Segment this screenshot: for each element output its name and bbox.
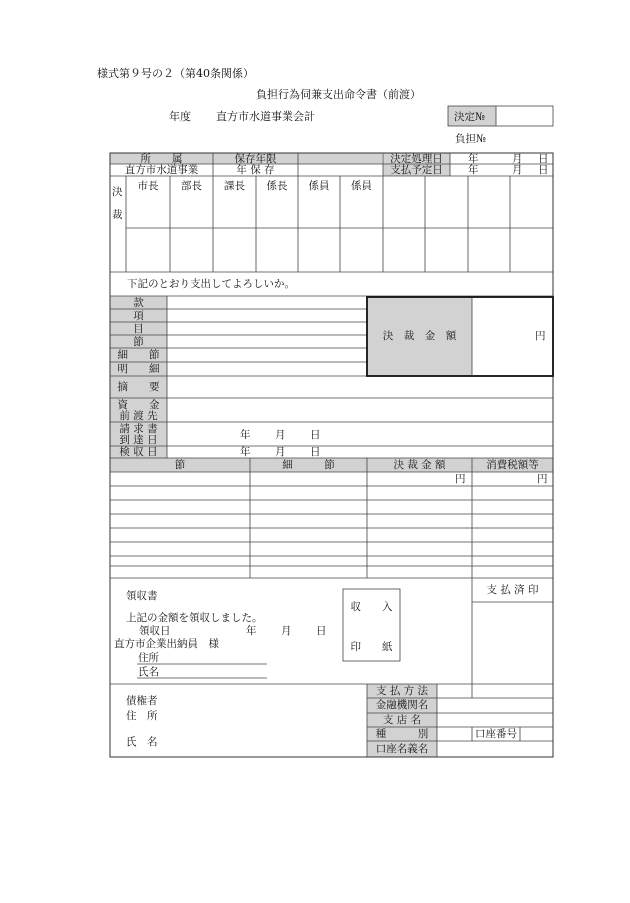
approval-role-mayor: 市長 bbox=[137, 180, 159, 192]
decision-amount-yen: 円 bbox=[535, 330, 546, 342]
receipt-day: 日 bbox=[316, 625, 327, 637]
receipt-address-label: 住所 bbox=[138, 652, 159, 664]
account-name: 直方市水道事業会計 bbox=[216, 110, 315, 123]
form-number: 様式第９号の２（第40条関係） bbox=[97, 67, 254, 80]
payment-date-month: 月 bbox=[512, 164, 523, 176]
invoice-label-2: 到 達 日 bbox=[119, 434, 158, 446]
request-text: 下記のとおり支出してよろしいか。 bbox=[127, 278, 295, 290]
inspection-day: 日 bbox=[310, 446, 321, 458]
approval-role-director: 部長 bbox=[181, 180, 202, 192]
decision-date-month: 月 bbox=[512, 153, 523, 165]
revenue-stamp-label-2: 印 紙 bbox=[350, 641, 393, 653]
fiscal-year-label: 年度 bbox=[169, 110, 191, 123]
breakdown-header-saisetsu: 細 節 bbox=[282, 459, 335, 471]
summary-label: 摘 要 bbox=[117, 381, 160, 393]
inspection-year: 年 bbox=[240, 446, 251, 458]
budget-item-setsu: 節 bbox=[133, 336, 144, 348]
decision-amount-label: 決 裁 金 額 bbox=[382, 330, 457, 342]
inspection-month: 月 bbox=[275, 446, 286, 458]
breakdown-header-tax: 消費税額等 bbox=[486, 459, 539, 471]
account-holder-label: 口座名義名 bbox=[375, 743, 429, 755]
budget-item-saisetsu: 細 節 bbox=[117, 349, 160, 361]
decision-date-day: 日 bbox=[538, 153, 549, 165]
burden-no-label: 負担№ bbox=[455, 133, 486, 145]
form-title: 負担行為伺兼支出命令書（前渡） bbox=[256, 88, 421, 101]
approval-role-chief: 係長 bbox=[266, 180, 288, 192]
breakdown-header-setsu: 節 bbox=[174, 459, 186, 471]
receipt-treasurer: 直方市企業出納員 様 bbox=[114, 638, 219, 650]
receipt-title: 領収書 bbox=[126, 590, 158, 602]
paid-stamp-label: 支 払 済 印 bbox=[486, 584, 539, 596]
approval-role-staff-1: 係員 bbox=[308, 180, 330, 192]
breakdown-header-amount: 決 裁 金 額 bbox=[393, 459, 446, 471]
dept-label: 所 属 bbox=[140, 153, 183, 165]
invoice-label-1: 請 求 書 bbox=[119, 423, 158, 435]
creditor-name-label: 氏 名 bbox=[126, 736, 158, 748]
creditor-address-label: 住 所 bbox=[126, 710, 158, 722]
funds-label-2: 前 渡 先 bbox=[119, 410, 158, 422]
invoice-day: 日 bbox=[310, 429, 321, 441]
receipt-month: 月 bbox=[281, 625, 292, 637]
retention-value: 年 保 存 bbox=[236, 164, 275, 176]
creditor-label: 債権者 bbox=[126, 695, 158, 707]
payment-date-label: 支払予定日 bbox=[390, 164, 443, 176]
bank-name-label: 金融機関名 bbox=[375, 699, 429, 711]
approval-label-1: 決 bbox=[112, 186, 123, 198]
account-number-label: 口座番号 bbox=[475, 728, 517, 740]
budget-item-kan: 款 bbox=[133, 297, 144, 309]
retention-label: 保存年限 bbox=[234, 153, 277, 165]
payment-method-label: 支 払 方 法 bbox=[375, 685, 428, 697]
approval-role-staff-2: 係員 bbox=[351, 180, 372, 192]
breakdown-amount-yen: 円 bbox=[455, 473, 466, 485]
branch-name-label: 支 店 名 bbox=[382, 714, 422, 726]
invoice-year: 年 bbox=[240, 429, 251, 441]
breakdown-tax-yen: 円 bbox=[537, 473, 548, 485]
budget-item-kou: 項 bbox=[133, 310, 144, 322]
budget-item-moku: 目 bbox=[133, 323, 144, 335]
budget-item-meisai: 明 細 bbox=[117, 363, 160, 375]
decision-date-label: 決定処理日 bbox=[390, 153, 443, 165]
payment-date-year: 年 bbox=[468, 164, 479, 176]
payment-date-day: 日 bbox=[538, 164, 549, 176]
revenue-stamp-label-1: 収 入 bbox=[350, 601, 393, 613]
decision-no-label: 決定№ bbox=[454, 111, 485, 123]
inspection-label: 検 収 日 bbox=[119, 446, 158, 458]
dept-value: 直方市水道事業 bbox=[124, 164, 199, 176]
invoice-month: 月 bbox=[275, 429, 286, 441]
account-type-label: 種 別 bbox=[375, 728, 429, 740]
receipt-date-label: 領収日 bbox=[139, 625, 171, 637]
funds-label-1: 資 金 bbox=[117, 399, 160, 411]
receipt-name-label: 氏名 bbox=[138, 666, 159, 678]
receipt-text: 上記の金額を領収しました。 bbox=[126, 612, 263, 624]
receipt-year: 年 bbox=[246, 625, 257, 637]
approval-role-manager: 課長 bbox=[224, 180, 245, 192]
decision-date-year: 年 bbox=[468, 153, 479, 165]
approval-label-2: 裁 bbox=[112, 209, 123, 221]
